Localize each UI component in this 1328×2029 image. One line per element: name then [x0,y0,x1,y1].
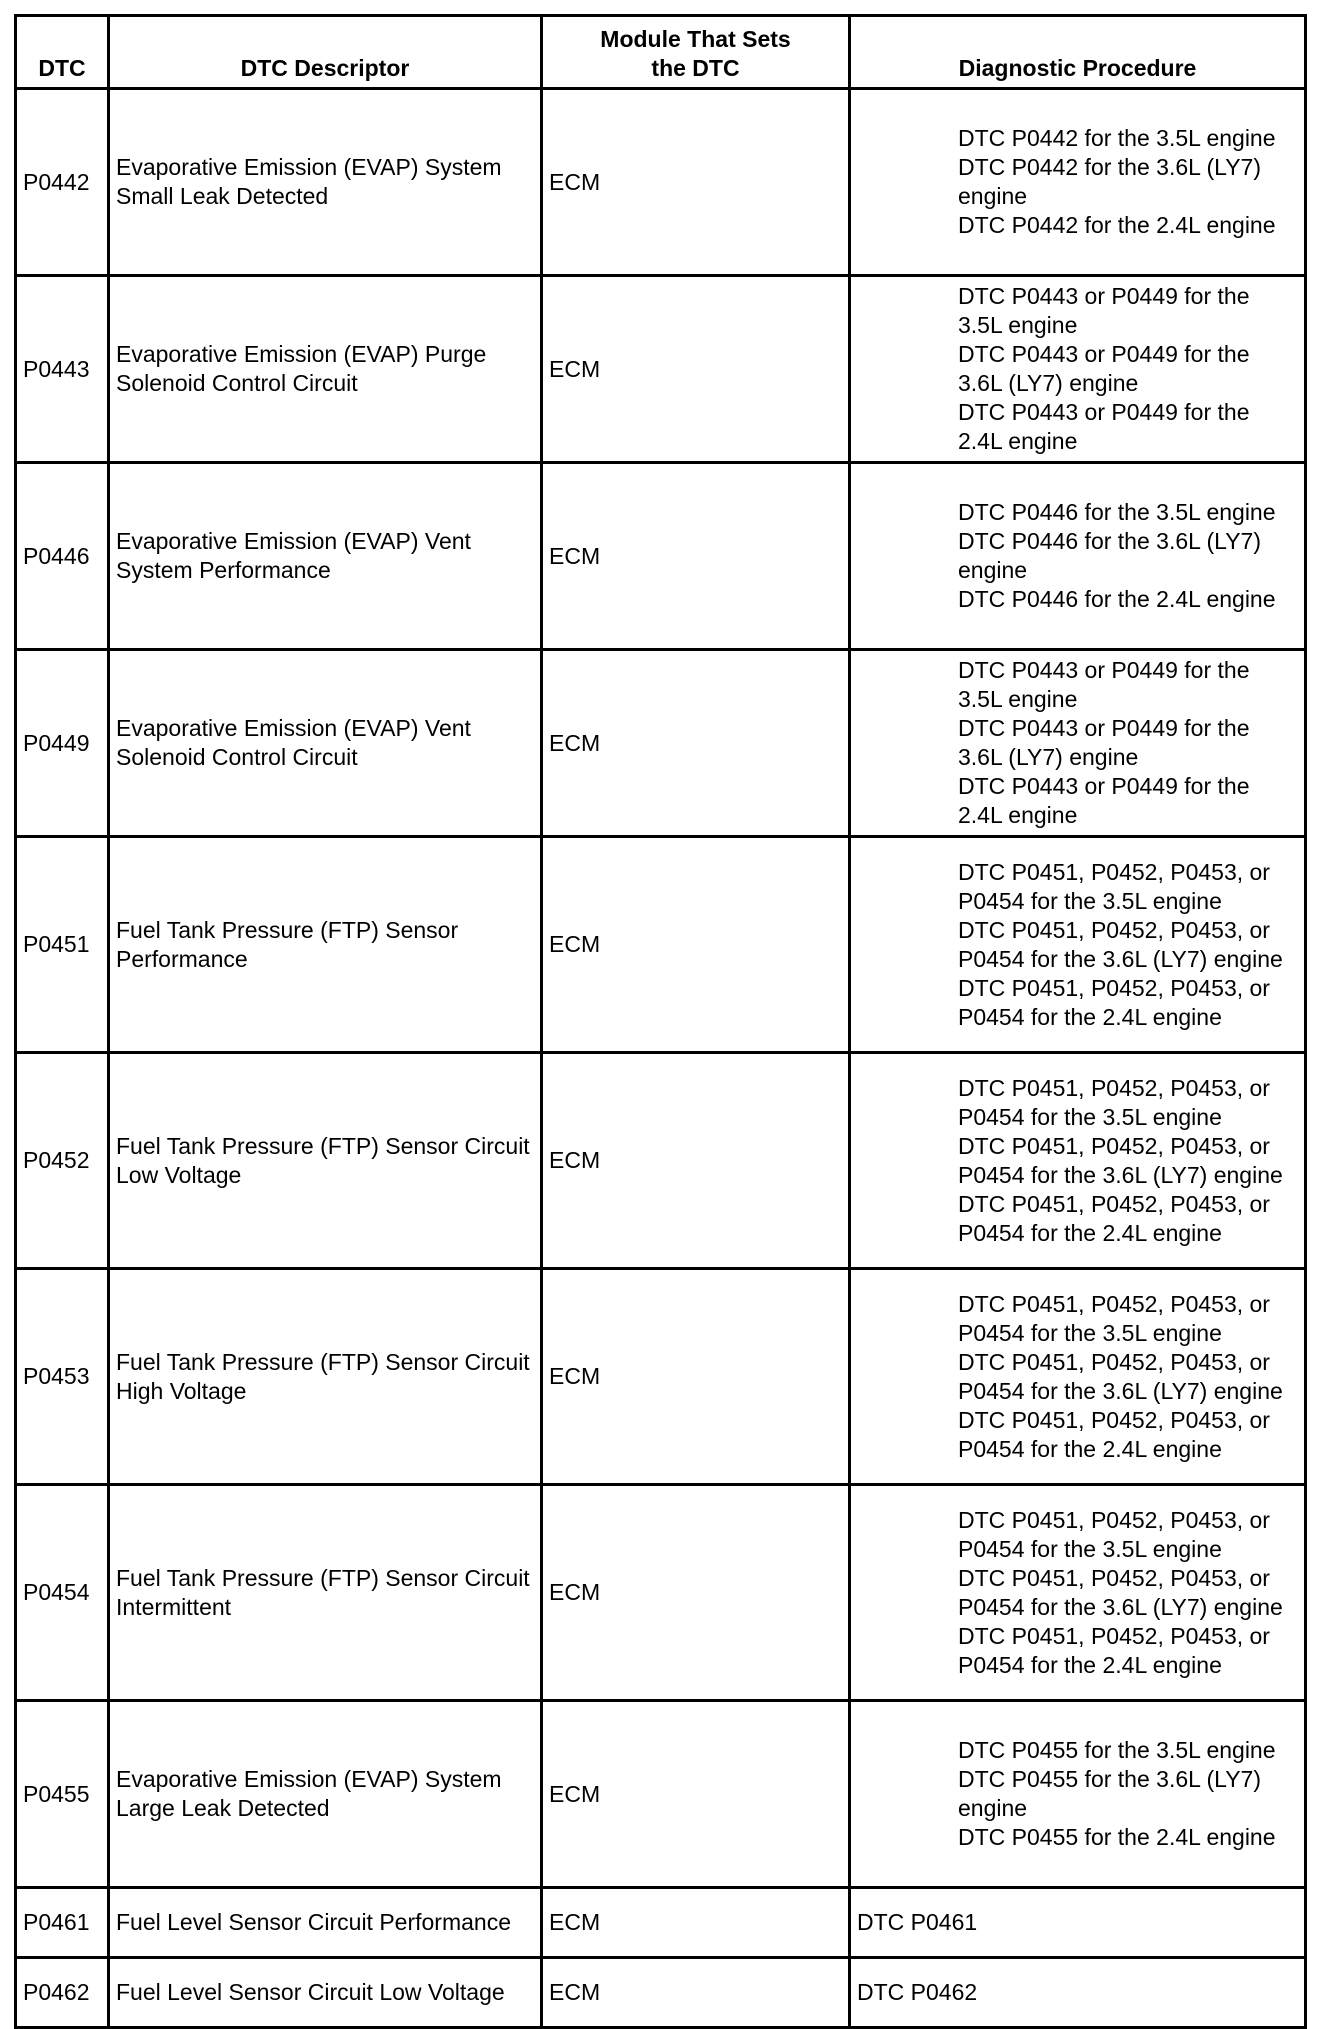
procedure-list [857,1290,1298,1464]
procedure-link[interactable]: DTC P0443 or P0449 for the 3.5L engine [958,657,1250,712]
cell-module: ECM [542,1701,850,1888]
cell-dtc: P0461 [16,1888,109,1958]
cell-module: ECM [542,1269,850,1485]
procedure-link[interactable]: DTC P0446 for the 3.6L (LY7) engine [958,528,1261,583]
table-row [16,1701,1306,1888]
procedure-link[interactable]: DTC P0451, P0452, P0453, or P0454 for the 3.5L engine [958,858,1270,914]
procedure-link[interactable]: DTC P0451, P0452, P0453, or P0454 for the 3.5L engine [958,1290,1270,1346]
cell-module: ECM [542,89,850,276]
cell-dtc: P0446 [16,463,109,650]
cell-descriptor: Fuel Level Sensor Circuit Low Voltage [109,1958,542,2028]
cell-descriptor: Fuel Tank Pressure (FTP) Sensor Performance [109,837,542,1053]
table-row [16,1053,1306,1269]
cell-descriptor: Evaporative Emission (EVAP) Purge Solenoid Control Circuit [109,276,542,463]
table-row [16,463,1306,650]
table-row [16,276,1306,463]
procedure-link[interactable]: DTC P0451, P0452, P0453, or P0454 for the 2.4L engine [958,1190,1270,1246]
procedure-link[interactable]: DTC P0462 [857,1979,978,2005]
procedure-link[interactable]: DTC P0451, P0452, P0453, or P0454 for the 3.6L (LY7) engine [958,916,1283,972]
header-module: Module That Sets the DTC [542,16,850,89]
cell-descriptor: Evaporative Emission (EVAP) System Small Leak Detected [109,89,542,276]
procedure-link[interactable]: DTC P0451, P0452, P0453, or P0454 for the 2.4L engine [958,1622,1270,1678]
procedure-list [857,282,1298,456]
header-dtc: DTC [16,16,109,89]
procedure-link[interactable]: DTC P0455 for the 3.6L (LY7) engine [958,1766,1261,1821]
procedure-link[interactable]: DTC P0446 for the 3.5L engine [958,499,1276,525]
cell-procedure [850,1888,1306,1958]
table-row [16,1485,1306,1701]
header-row [16,16,1306,89]
procedure-list [857,1074,1298,1248]
cell-procedure [850,276,1306,463]
cell-procedure [850,1485,1306,1701]
cell-module: ECM [542,463,850,650]
table-row [16,89,1306,276]
procedure-link[interactable]: DTC P0443 or P0449 for the 2.4L engine [958,773,1250,828]
cell-module: ECM [542,1958,850,2028]
procedure-link[interactable]: DTC P0461 [857,1909,978,1935]
procedure-list [857,656,1298,830]
cell-module: ECM [542,1888,850,1958]
table-row [16,1958,1306,2028]
procedure-list [857,1978,1298,2007]
table-row [16,837,1306,1053]
procedure-link[interactable]: DTC P0451, P0452, P0453, or P0454 for the 3.6L (LY7) engine [958,1132,1283,1188]
cell-procedure [850,1053,1306,1269]
cell-dtc: P0454 [16,1485,109,1701]
procedure-link[interactable]: DTC P0443 or P0449 for the 2.4L engine [958,399,1250,454]
dtc-table [14,14,1307,2029]
procedure-list [857,124,1298,240]
cell-dtc: P0453 [16,1269,109,1485]
cell-module: ECM [542,837,850,1053]
cell-module: ECM [542,1485,850,1701]
procedure-link[interactable]: DTC P0443 or P0449 for the 3.6L (LY7) engine [958,715,1250,770]
header-descriptor: DTC Descriptor [109,16,542,89]
cell-procedure [850,837,1306,1053]
cell-dtc: P0452 [16,1053,109,1269]
cell-dtc: P0455 [16,1701,109,1888]
procedure-link[interactable]: DTC P0451, P0452, P0453, or P0454 for the 3.6L (LY7) engine [958,1348,1283,1404]
cell-procedure [850,463,1306,650]
cell-dtc: P0449 [16,650,109,837]
procedure-list [857,858,1298,1032]
procedure-link[interactable]: DTC P0442 for the 2.4L engine [958,212,1276,238]
cell-dtc: P0462 [16,1958,109,2028]
procedure-link[interactable]: DTC P0451, P0452, P0453, or P0454 for the 2.4L engine [958,974,1270,1030]
header-procedure: Diagnostic Procedure [850,16,1306,89]
cell-module: ECM [542,276,850,463]
procedure-link[interactable]: DTC P0451, P0452, P0453, or P0454 for the 3.6L (LY7) engine [958,1564,1283,1620]
cell-module: ECM [542,650,850,837]
cell-procedure [850,89,1306,276]
table-row [16,1888,1306,1958]
procedure-list [857,498,1298,614]
procedure-link[interactable]: DTC P0451, P0452, P0453, or P0454 for the 2.4L engine [958,1406,1270,1462]
cell-descriptor: Fuel Tank Pressure (FTP) Sensor Circuit Low Voltage [109,1053,542,1269]
cell-procedure [850,1958,1306,2028]
table-body [16,89,1306,2028]
procedure-link[interactable]: DTC P0443 or P0449 for the 3.6L (LY7) engine [958,341,1250,396]
procedure-link[interactable]: DTC P0446 for the 2.4L engine [958,586,1276,612]
procedure-list [857,1908,1298,1937]
cell-descriptor: Fuel Level Sensor Circuit Performance [109,1888,542,1958]
cell-procedure [850,650,1306,837]
table-row [16,1269,1306,1485]
cell-procedure [850,1701,1306,1888]
cell-procedure [850,1269,1306,1485]
cell-dtc: P0451 [16,837,109,1053]
cell-descriptor: Fuel Tank Pressure (FTP) Sensor Circuit Intermittent [109,1485,542,1701]
cell-descriptor: Evaporative Emission (EVAP) System Large Leak Detected [109,1701,542,1888]
procedure-list [857,1736,1298,1852]
cell-dtc: P0443 [16,276,109,463]
procedure-link[interactable]: DTC P0455 for the 2.4L engine [958,1824,1276,1850]
procedure-link[interactable]: DTC P0442 for the 3.5L engine [958,125,1276,151]
table-row [16,650,1306,837]
cell-dtc: P0442 [16,89,109,276]
procedure-link[interactable]: DTC P0443 or P0449 for the 3.5L engine [958,283,1250,338]
procedure-link[interactable]: DTC P0451, P0452, P0453, or P0454 for the 3.5L engine [958,1074,1270,1130]
procedure-link[interactable]: DTC P0455 for the 3.5L engine [958,1737,1276,1763]
procedure-list [857,1506,1298,1680]
procedure-link[interactable]: DTC P0451, P0452, P0453, or P0454 for the 3.5L engine [958,1506,1270,1562]
cell-descriptor: Fuel Tank Pressure (FTP) Sensor Circuit High Voltage [109,1269,542,1485]
cell-descriptor: Evaporative Emission (EVAP) Vent System Performance [109,463,542,650]
cell-descriptor: Evaporative Emission (EVAP) Vent Solenoid Control Circuit [109,650,542,837]
procedure-link[interactable]: DTC P0442 for the 3.6L (LY7) engine [958,154,1261,209]
cell-module: ECM [542,1053,850,1269]
